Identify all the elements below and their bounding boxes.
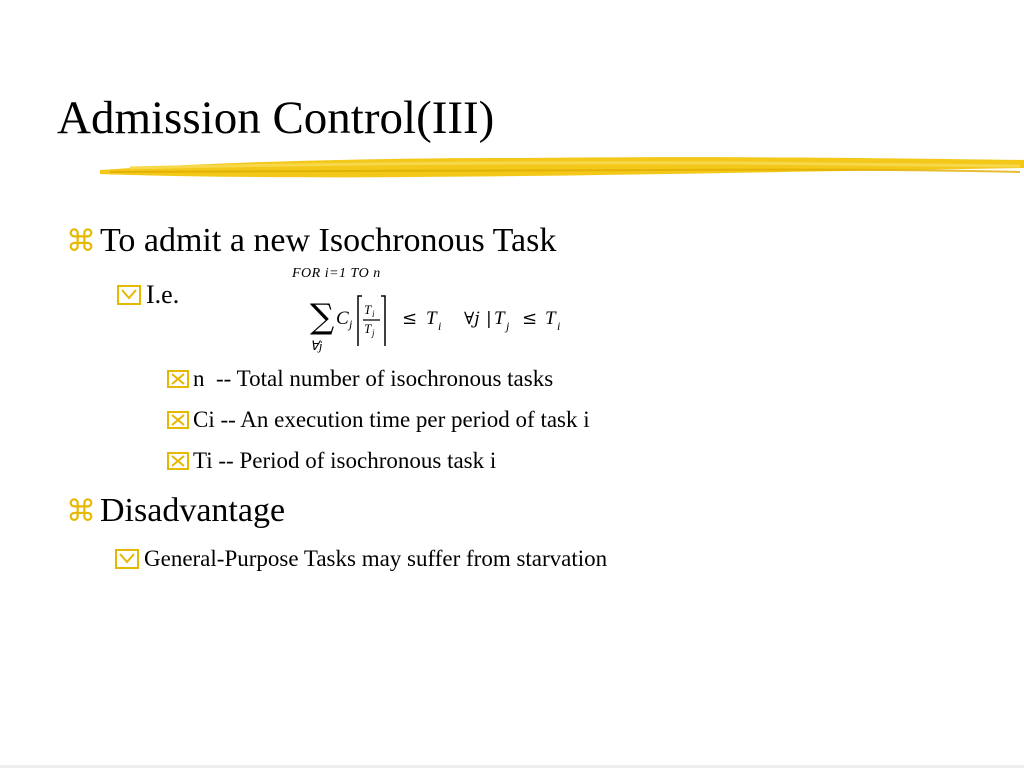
x-box-bullet-icon bbox=[166, 410, 190, 430]
rhs2-t-subscript: i bbox=[557, 319, 561, 333]
c-subscript: j bbox=[349, 317, 353, 331]
rhs2-t-term: T bbox=[545, 308, 556, 329]
x-box-bullet-icon bbox=[166, 369, 190, 389]
formula-graphic bbox=[288, 266, 578, 358]
sub-bullet-text: I.e. bbox=[146, 280, 180, 309]
fraction-numerator: T bbox=[364, 302, 372, 317]
fraction-denominator: T bbox=[364, 321, 372, 336]
chevron-box-bullet-icon bbox=[114, 548, 140, 570]
sub-bullet-item bbox=[114, 546, 607, 572]
title-brush-underline bbox=[100, 148, 1024, 188]
command-bullet-icon: ⌘ bbox=[66, 493, 96, 529]
definition-text: n -- Total number of isochronous tasks bbox=[193, 366, 554, 391]
command-bullet-icon: ⌘ bbox=[66, 223, 96, 259]
c-term: C bbox=[336, 308, 349, 329]
definition-item bbox=[166, 448, 496, 474]
definition-item bbox=[166, 366, 553, 392]
slide-title: Admission Control(III) bbox=[57, 92, 495, 144]
bullet-item bbox=[66, 222, 556, 260]
lhs-t-subscript: j bbox=[506, 319, 510, 333]
lhs-t-term: T bbox=[494, 308, 505, 329]
sum-symbol: ∑ bbox=[310, 297, 335, 337]
chevron-box-bullet-icon bbox=[116, 284, 142, 306]
admission-formula bbox=[288, 266, 578, 358]
leq-symbol-1: ≤ bbox=[402, 308, 418, 329]
x-box-bullet-icon bbox=[166, 451, 190, 471]
sub-bullet-item bbox=[116, 280, 179, 310]
fraction-denominator-sub: j bbox=[372, 328, 375, 338]
such-that-bar: | bbox=[486, 309, 492, 329]
forall-j: ∀j bbox=[464, 309, 480, 329]
definition-text: Ti -- Period of isochronous task i bbox=[193, 448, 497, 473]
rhs-t-term: T bbox=[426, 308, 437, 329]
sum-index: ∀j bbox=[310, 338, 323, 353]
bullet-text: Disadvantage bbox=[100, 492, 286, 529]
leq-symbol-2: ≤ bbox=[522, 308, 538, 329]
bullet-text: To admit a new Isochronous Task bbox=[100, 222, 557, 259]
definition-text: Ci -- An execution time per period of task i bbox=[193, 407, 590, 432]
bullet-item bbox=[66, 492, 285, 530]
fraction-numerator-sub: i bbox=[372, 309, 375, 319]
formula-caption: FOR i=1 TO n bbox=[292, 266, 381, 281]
sub-bullet-text: General-Purpose Tasks may suffer from starvation bbox=[144, 546, 608, 571]
definition-item bbox=[166, 407, 590, 433]
rhs-t-subscript: i bbox=[438, 319, 442, 333]
